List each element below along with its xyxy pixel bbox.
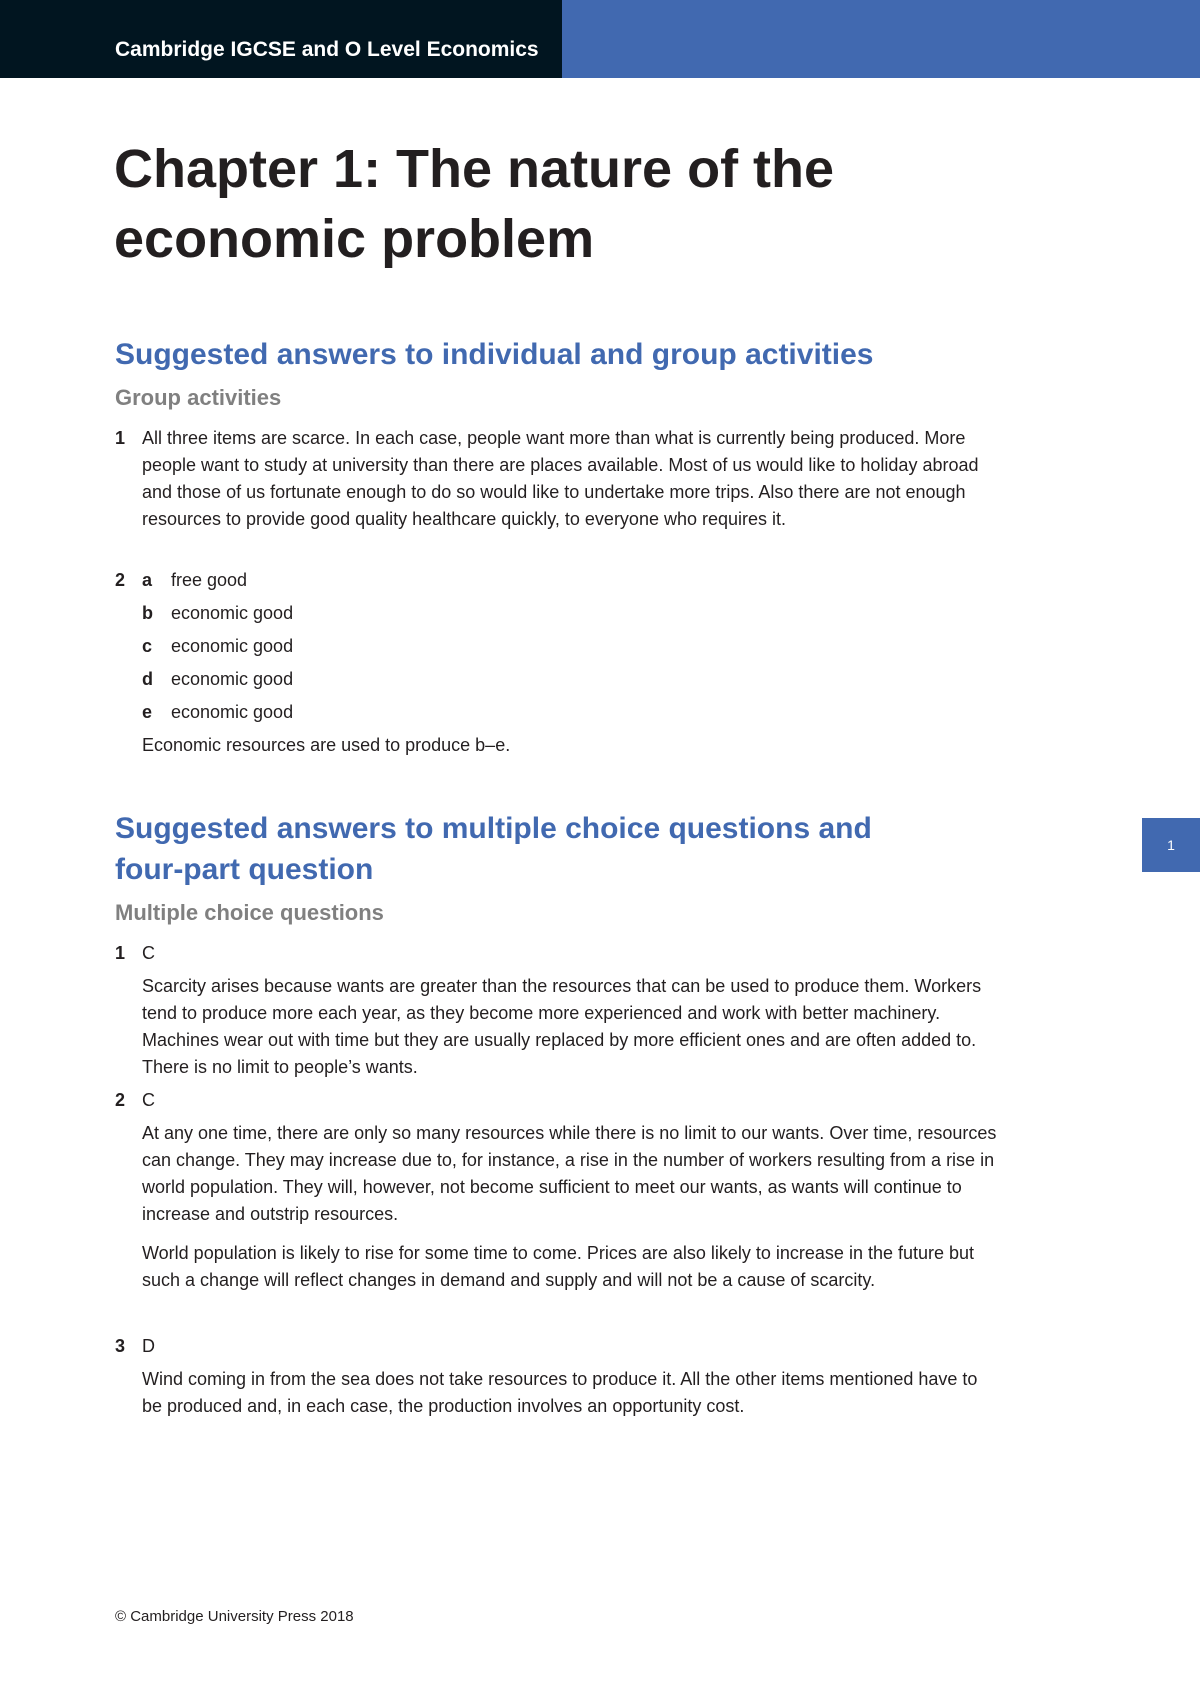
explanation-text: Scarcity arises because wants are greater than the resources that can be used to produce them. Workers tend to produce more each year, as they become more experienced and work with better machinery. Machines wear out with time but they are usually replaced by more efficient ones and are often added to. There is no limit to people’s wants. bbox=[142, 976, 982, 1077]
subitem-text: economic good bbox=[171, 636, 294, 656]
subitem-letter: d bbox=[142, 669, 153, 689]
header-bar bbox=[0, 0, 1200, 78]
item-number: 3 bbox=[115, 1336, 126, 1356]
page-number: 1 bbox=[1167, 837, 1175, 853]
subitem-letter: c bbox=[142, 636, 153, 656]
answer-letter: C bbox=[142, 943, 155, 963]
subitem-text: economic good bbox=[171, 603, 294, 623]
item-number: 2 bbox=[115, 570, 126, 590]
mcq-item-3 bbox=[115, 1333, 978, 1423]
subitem-letter: e bbox=[142, 702, 153, 722]
answer-letter: C bbox=[142, 1090, 155, 1110]
book-title: Cambridge IGCSE and O Level Economics bbox=[115, 38, 539, 61]
explanation-text: At any one time, there are only so many resources while there is no limit to our wants. Over time, resources can change. They may increase due to, for instance, a rise in the number of workers resulting from a rise in world population. They will, however, not become sufficient to meet our wants, as wants will continue to increase and outstrip resources. bbox=[142, 1123, 997, 1224]
subitem-text: free good bbox=[171, 570, 248, 590]
subheading-group-activities: Group activities bbox=[115, 385, 282, 410]
answer-letter: D bbox=[142, 1336, 155, 1356]
item-text: All three items are scarce. In each case, people want more than what is currently being produced. More people want to study at university than there are places available. Most of us would like to holiday abroad and those of us fortunate enough to do so would like to undertake more trips. Also there are not enough resources to provide good quality healthcare quickly, to everyone who requires it. bbox=[142, 428, 979, 529]
header-blue-panel bbox=[562, 0, 1200, 78]
copyright-footer: © Cambridge University Press 2018 bbox=[115, 1608, 354, 1625]
section-heading-multiple-choice: Suggested answers to multiple choice questions and four-part question bbox=[115, 812, 872, 886]
item-number: 2 bbox=[115, 1090, 126, 1110]
page-number-tab bbox=[1142, 818, 1200, 872]
activity-item-2 bbox=[115, 567, 975, 767]
subitem-letter: a bbox=[142, 570, 153, 590]
explanation-text: Wind coming in from the sea does not take resources to produce it. All the other items mentioned have to be produced and, in each case, the production involves an opportunity cost. bbox=[142, 1369, 978, 1416]
subitem-text: economic good bbox=[171, 669, 294, 689]
subitem-letter: b bbox=[142, 603, 153, 623]
chapter-title: Chapter 1: The nature of the economic problem bbox=[114, 139, 835, 269]
item-number: 1 bbox=[115, 428, 126, 448]
item-number: 1 bbox=[115, 943, 126, 963]
activity-item-1 bbox=[115, 425, 979, 560]
item-note: Economic resources are used to produce b–e. bbox=[142, 735, 511, 755]
section-heading-activities: Suggested answers to individual and group activities bbox=[115, 338, 874, 371]
explanation-text: World population is likely to rise for some time to come. Prices are also likely to increase in the future but such a change will reflect changes in demand and supply and will not be a cause of scarcity. bbox=[142, 1243, 975, 1290]
subitem-text: economic good bbox=[171, 702, 294, 722]
mcq-item-1 bbox=[115, 940, 982, 1080]
mcq-item-2 bbox=[115, 1087, 997, 1307]
subheading-multiple-choice: Multiple choice questions bbox=[115, 900, 384, 925]
